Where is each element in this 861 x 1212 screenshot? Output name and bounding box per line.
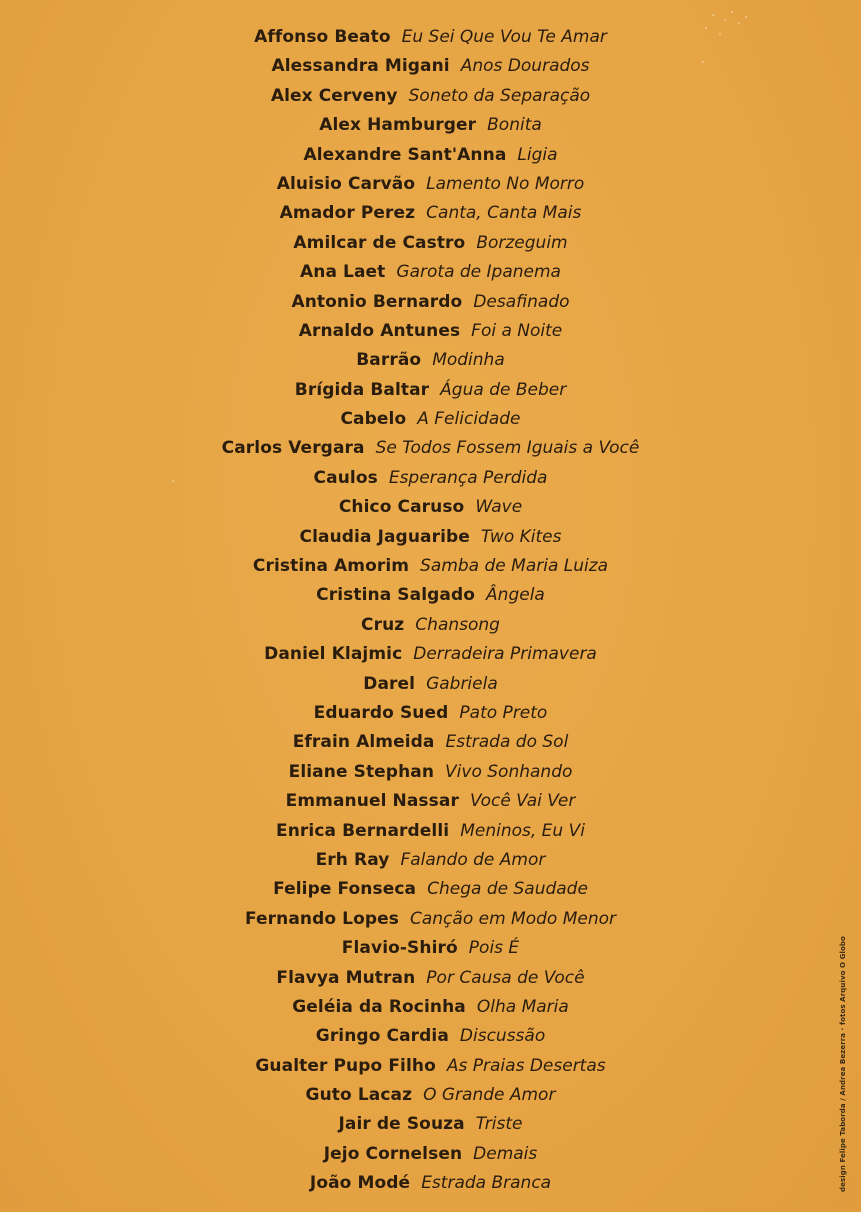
artist-name: Daniel Klajmic: [264, 644, 403, 665]
artist-name: Jair de Souza: [338, 1114, 465, 1135]
artist-name: Enrica Bernardelli: [276, 820, 450, 841]
song-title: Vivo Sonhando: [445, 761, 573, 782]
song-title: Por Causa de Você: [426, 967, 585, 988]
artist-name: Amador Perez: [279, 203, 416, 224]
artist-name: Cabelo: [340, 409, 407, 430]
song-title: Foi a Noite: [471, 320, 563, 341]
list-item: [0, 493, 861, 522]
artist-name: Cristina Amorim: [252, 556, 410, 577]
list-item: [0, 728, 861, 757]
list-item: [0, 964, 861, 993]
song-title: Água de Beber: [440, 379, 567, 400]
artist-name: Gualter Pupo Filho: [255, 1055, 436, 1076]
song-title: Canção em Modo Menor: [410, 908, 617, 929]
artist-name: Flavio-Shiró: [341, 938, 458, 959]
song-title: Chansong: [415, 614, 500, 635]
song-title: Samba de Maria Luiza: [420, 556, 609, 577]
artist-name: Gringo Cardia: [315, 1026, 449, 1047]
artist-name: Jejo Cornelsen: [323, 1143, 463, 1164]
list-item: [0, 875, 861, 904]
song-title: Esperança Perdida: [388, 467, 548, 488]
list-item: [0, 258, 861, 287]
song-title: Você Vai Ver: [469, 791, 576, 812]
list-item: [0, 934, 861, 963]
list-item: [0, 317, 861, 346]
artist-name: Guto Lacaz: [305, 1085, 413, 1106]
song-title: Discussão: [459, 1026, 546, 1047]
list-item: [0, 405, 861, 434]
artist-name: Alex Cerveny: [270, 85, 398, 106]
song-title: As Praias Desertas: [446, 1055, 606, 1076]
song-title: Ligia: [517, 144, 558, 165]
list-item: [0, 464, 861, 493]
song-title: Canta, Canta Mais: [426, 203, 582, 224]
artist-name: Amilcar de Castro: [293, 232, 466, 253]
list-item: [0, 288, 861, 317]
list-item: [0, 1052, 861, 1081]
song-title: Eu Sei Que Vou Te Amar: [401, 27, 607, 47]
artist-name: Chico Caruso: [338, 497, 465, 518]
artist-name: João Modé: [309, 1173, 411, 1194]
song-title: Bonita: [487, 115, 542, 136]
artist-name: Claudia Jaguaribe: [299, 526, 470, 547]
song-title: Se Todos Fossem Iguais a Você: [375, 438, 640, 459]
song-title: O Grande Amor: [423, 1085, 556, 1106]
list-item: [0, 552, 861, 581]
artist-name: Cruz: [361, 614, 405, 635]
artist-name: Alexandre Sant'Anna: [303, 144, 507, 165]
list-item: [0, 993, 861, 1022]
list-item: [0, 846, 861, 875]
artist-name: Eduardo Sued: [313, 702, 449, 723]
song-title: Estrada do Sol: [445, 732, 569, 753]
artist-name: Erh Ray: [315, 849, 390, 870]
song-title: Borzeguim: [476, 232, 568, 253]
song-title: Two Kites: [480, 526, 562, 547]
list-item: [0, 52, 861, 81]
list-item: [0, 1110, 861, 1139]
artist-name: Caulos: [313, 467, 378, 488]
paper-speckle: [731, 11, 733, 13]
artist-name: Alex Hamburger: [319, 115, 477, 136]
artist-name: Carlos Vergara: [221, 438, 365, 459]
design-credit: design Felipe Taborda / Andrea Bezerra · fotos Arquivo O Globo: [839, 936, 847, 1192]
artist-name: Arnaldo Antunes: [298, 320, 461, 341]
paper-speckle: [745, 16, 747, 18]
song-title: Desafinado: [473, 291, 570, 312]
paper-speckle: [712, 14, 714, 16]
list-item: [0, 787, 861, 816]
list-item: [0, 611, 861, 640]
list-item: [0, 817, 861, 846]
song-title: Olha Maria: [476, 996, 569, 1017]
song-title: Ângela: [486, 585, 545, 606]
artist-name: Aluisio Carvão: [276, 173, 416, 194]
paper-speckle: [724, 19, 726, 21]
list-item: [0, 699, 861, 728]
song-title: Lamento No Morro: [426, 173, 585, 194]
song-title: Derradeira Primavera: [413, 644, 597, 665]
artist-name: Flavya Mutran: [276, 967, 416, 988]
list-item: [0, 1169, 861, 1198]
song-title: Pato Preto: [459, 702, 548, 723]
artist-name: Barrão: [356, 350, 422, 371]
song-title: Chega de Saudade: [427, 879, 588, 900]
list-item: [0, 640, 861, 669]
artist-name: Affonso Beato: [254, 27, 391, 47]
artist-name: Efrain Almeida: [292, 732, 435, 753]
list-item: [0, 23, 861, 52]
list-item: [0, 111, 861, 140]
song-title: Garota de Ipanema: [396, 262, 561, 283]
artist-name: Eliane Stephan: [288, 761, 435, 782]
song-title: Anos Dourados: [460, 56, 590, 77]
artist-song-list: [0, 23, 861, 1199]
list-item: [0, 1081, 861, 1110]
artist-name: Fernando Lopes: [244, 908, 399, 929]
list-item: [0, 1022, 861, 1051]
artist-name: Felipe Fonseca: [273, 879, 417, 900]
list-item: [0, 1140, 861, 1169]
list-item: [0, 199, 861, 228]
song-title: Pois É: [468, 938, 520, 959]
list-item: [0, 758, 861, 787]
list-item: [0, 170, 861, 199]
artist-name: Emmanuel Nassar: [285, 791, 459, 812]
song-title: Modinha: [432, 350, 505, 371]
artist-name: Alessandra Migani: [271, 56, 450, 77]
list-item: [0, 82, 861, 111]
artist-name: Cristina Salgado: [316, 585, 476, 606]
song-title: Wave: [475, 497, 523, 518]
song-title: A Felicidade: [417, 409, 521, 430]
list-item: [0, 434, 861, 463]
artist-name: Antonio Bernardo: [291, 291, 463, 312]
song-title: Estrada Branca: [421, 1173, 552, 1194]
list-item: [0, 346, 861, 375]
list-item: [0, 581, 861, 610]
list-item: [0, 229, 861, 258]
song-title: Meninos, Eu Vi: [460, 820, 585, 841]
list-item: [0, 905, 861, 934]
list-item: [0, 141, 861, 170]
artist-name: Ana Laet: [300, 262, 386, 283]
song-title: Soneto da Separação: [408, 85, 591, 106]
artist-name: Darel: [363, 673, 416, 694]
artist-name: Brígida Baltar: [294, 379, 430, 400]
list-item: [0, 376, 861, 405]
song-title: Demais: [473, 1143, 538, 1164]
song-title: Triste: [475, 1114, 523, 1135]
list-item: [0, 670, 861, 699]
song-title: Gabriela: [426, 673, 498, 694]
artist-name: Geléia da Rocinha: [292, 996, 466, 1017]
list-item: [0, 523, 861, 552]
song-title: Falando de Amor: [400, 849, 546, 870]
